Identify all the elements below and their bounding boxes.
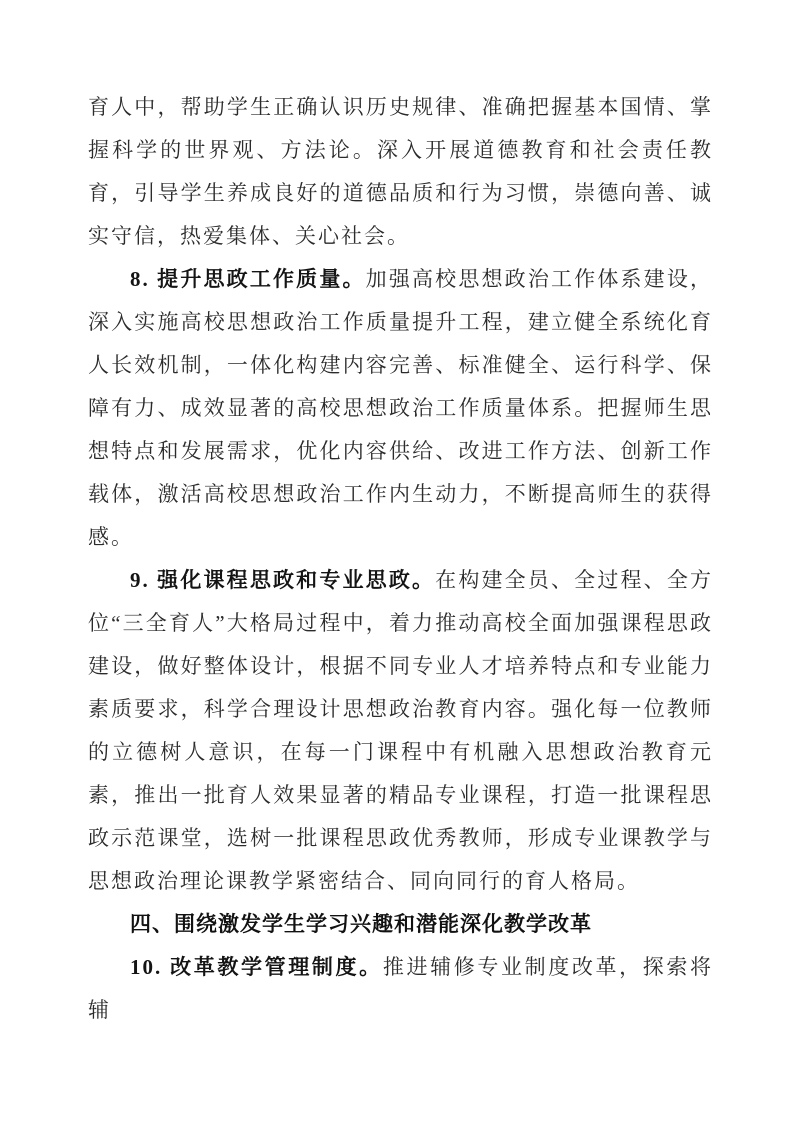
paragraph-lead: 9. 强化课程思政和专业思政。 — [130, 568, 436, 592]
paragraph-text: 加强高校思想政治工作体系建设，深入实施高校思想政治工作质量提升工程，建立健全系统化育人长效机制，一体化构建内容完善、标准健全、运行科学、保障有力、成效显著的高校思想政治工作质量体系。把握师生思想特点和发展需求，优化内容供给、改进工作方法、创新工作载体，激活高校思想政治工作内生动力，不断提高师生的获得感。 — [88, 267, 714, 549]
paragraph-lead: 10. 改革教学管理制度。 — [130, 955, 383, 979]
section-heading-4 — [88, 903, 713, 946]
paragraph-continuation — [88, 86, 713, 258]
paragraph-item-9 — [88, 559, 713, 903]
paragraph-text: 育人中，帮助学生正确认识历史规律、准确把握基本国情、掌握科学的世界观、方法论。深入开展道德教育和社会责任教育，引导学生养成良好的道德品质和行为习惯，崇德向善、诚实守信，热爱集体、关心社会。 — [88, 95, 713, 248]
paragraph-text: 推进辅修专业制度改革，探索将辅 — [88, 955, 714, 1022]
section-heading-text: 四、围绕激发学生学习兴趣和潜能深化教学改革 — [130, 913, 592, 936]
paragraph-item-8 — [88, 258, 713, 559]
paragraph-item-10 — [88, 946, 713, 1032]
paragraph-lead: 8. 提升思政工作质量。 — [130, 267, 366, 291]
paragraph-text: 在构建全员、全过程、全方位“三全育人”大格局过程中，着力推动高校全面加强课程思政建设，做好整体设计，根据不同专业人才培养特点和专业能力素质要求，科学合理设计思想政治教育内容。强化每一位教师的立德树人意识，在每一门课程中有机融入思想政治教育元素，推出一批育人效果显著的精品专业课程，打造一批课程思政示范课堂，选树一批课程思政优秀教师，形成专业课教学与思想政治理论课教学紧密结合、同向同行的育人格局。 — [88, 568, 714, 893]
